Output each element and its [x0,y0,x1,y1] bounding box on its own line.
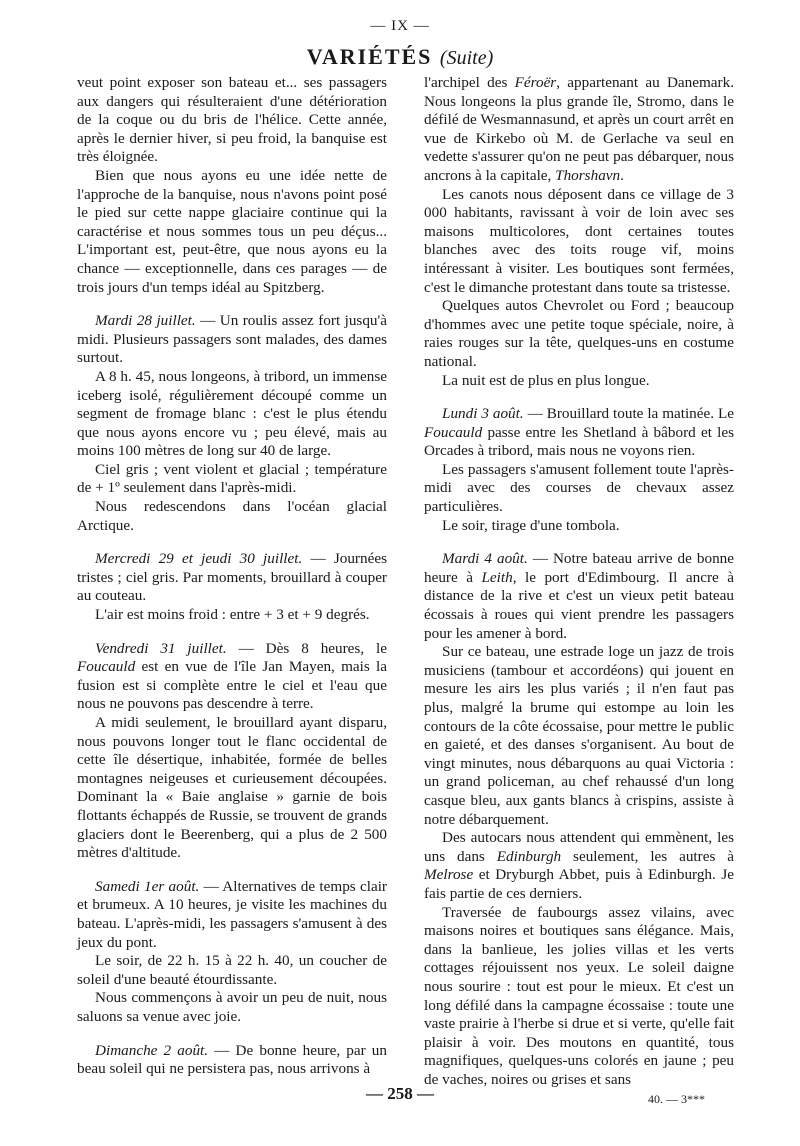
text: Sur ce bateau, une estrade loge un jazz de trois musiciens (tambour et accordéons) qui jouent en mesure les airs les plus variés ; il n'en faut pas plus, malgré la brume qui estompe au loin les contours de la côte écossaise, pour mettre le public en gaieté, et des danses s'organisent. Au bout de vingt minutes, nous débarquons au quai Victoria : un grand policeman, au chef rehaussé d'un long casque bleu, aux gants blancs à crispins, assiste à notre débarquement. [424,643,734,828]
paragraph [77,550,387,606]
paragraph [77,461,387,498]
paragraph [424,904,734,1090]
page-header [0,44,800,70]
page-footer-number: — 258 — [366,1084,434,1103]
page-number: — IX — [370,18,430,34]
text: A 8 h. 45, nous longeons, à tribord, un immense iceberg isolé, régulièrement découpé comme un segment de fromage blanc : c'est le plus étendu que nous ayons encore vu ; peu élevé, mais au moins 100 mètres de long sur 40 de large. [77,367,387,460]
entry-date: Samedi 1er août. [95,877,200,895]
paragraph [424,297,734,371]
paragraph [77,952,387,989]
paragraph [424,517,734,536]
text: seulement, les autres à [561,847,735,865]
text: . [620,166,624,184]
text: — Notre bateau arrive de bonne heure à [424,550,734,586]
italic-term: Foucauld [77,658,136,676]
paragraph [424,643,734,829]
paragraph [77,312,387,368]
text: et Dryburgh Abbet, puis à Edinburgh. Je fais partie de ces derniers. [424,866,734,902]
paragraph [77,1042,387,1079]
text: La nuit est de plus en plus longue. [442,371,650,389]
italic-term: Foucauld [424,423,483,441]
paragraph [77,640,387,714]
paragraph [77,714,387,863]
text: Le soir, de 22 h. 15 à 22 h. 40, un coucher de soleil d'une beauté étourdissante. [77,952,387,988]
signature-mark: 40. — 3*** [648,1092,705,1106]
text: — Brouillard toute la matinée. Le [523,405,734,423]
entry-date: Mardi 4 août. [442,550,528,568]
text: L'air est moins froid : entre + 3 et + 9 degrés. [95,606,370,624]
text: Nous redescendons dans l'océan glacial Arctique. [77,498,387,534]
right-column [424,74,734,1089]
italic-term: Leith [481,568,513,586]
entry-date: Dimanche 2 août. [95,1041,209,1059]
left-column [77,74,387,1079]
text: — Dès 8 heures, le [226,639,387,657]
paragraph [424,74,734,186]
text: Les canots nous déposent dans ce village de 3 000 habitants, ravissant à voir de loin avec ses maisons multicolores, dont certaines toutes blanches avec des toits rouge vif, moins intéressant à visiter. Les boutiques sont fermées, c'est le dimanche protestant dans toute sa tristesse. [424,185,734,296]
text: est en vue de l'île Jan Mayen, mais la fusion est si complète entre le ciel et l'eau que nous ne pouvons pas descendre à terre. [77,658,387,713]
text: — Journées tristes ; ciel gris. Par moments, brouillard à couper au couteau. [77,550,387,605]
entry-date: Lundi 3 août. [442,405,524,423]
text: , le port d'Edimbourg. Il ancre à distance de la rive et c'est un vieux petit bateau écossais à roues qui vient prendre les passagers pour les amener à bord. [424,568,734,642]
entry-date: Vendredi 31 juillet. [95,639,227,657]
paragraph [424,461,734,517]
entry-date: Mardi 28 juillet. [95,312,196,330]
paragraph [77,167,387,297]
text: Les passagers s'amusent follement toute l'après-midi avec des courses de chevaux assez particulières. [424,460,734,516]
paragraph [77,74,387,167]
text: Quelques autos Chevrolet ou Ford ; beaucoup d'hommes avec une petite toque spéciale, noire, à raies rouges sur la tête, quelques-uns en costume national. [424,297,734,370]
text: passe entre les Shetland à bâbord et les Orcades à tribord, mais nous ne voyons rien. [424,423,734,460]
paragraph [77,989,387,1026]
paragraph [424,829,734,903]
paragraph [424,186,734,298]
paragraph [424,405,734,461]
text: — De bonne heure, par un beau soleil qui ne persistera pas, nous arrivons à [77,1041,387,1078]
text: l'archipel des [424,74,515,91]
text: Traversée de faubourgs assez vilains, avec maisons noires et boutiques sans élégance. Mais, dans la banlieue, les jolies villas et les verts cottages réjouissent nos yeux. Le soleil daigne nous sourire : tout est pour le mieux. Et c'est un long défilé dans la campagne écossaise : toute une vaste prairie à l'herbe si drue et si verte, qu'elle fait plaisir à voir. Des moutons en quantité, tous magnifiques, quelques-uns colorés en jaune ; peu de vaches, noires ou grises et sans [424,903,734,1088]
paragraph [424,550,734,643]
italic-term: Féroër [514,74,557,91]
text: veut point exposer son bateau et... ses passagers aux dangers qui résulteraient d'une détérioration de la coque ou du bris de l'hélice. Cette année, après le dernier hiver, si peu froid, la banquise est très éloignée. [77,74,387,166]
text: Des autocars nous attendent qui emmènent, les uns dans [424,829,734,865]
paragraph [424,372,734,391]
italic-term: Edinburgh [496,847,562,865]
text: Ciel gris ; vent violent et glacial ; température de + 1º seulement dans l'après-midi. [77,460,387,497]
header-suite: (Suite) [439,47,494,69]
italic-term: Thorshavn [555,166,621,184]
italic-term: Melrose [424,866,474,884]
paragraph [77,498,387,535]
text: Nous commençons à avoir un peu de nuit, nous saluons sa venue avec joie. [77,989,387,1025]
text: — Alternatives de temps clair et brumeux. A 10 heures, je visite les machines du bateau. L'après-midi, les passagers s'amusent à des jeux du pont. [77,877,387,951]
text: — Un roulis assez fort jusqu'à midi. Plusieurs passagers sont malades, des dames surtout. [77,312,387,367]
paragraph [77,368,387,461]
text: Bien que nous ayons eu une idée nette de l'approche de la banquise, nous n'avons point posé le pied sur cette nappe glaciaire continue qui la caractérise et nous sommes tous un peu déçus... L'important est, peut-être, que nous ayons eu la chance — exceptionnelle, dans ces parages — de trois jours d'un temps idéal au Spitzberg. [77,166,387,296]
paragraph [77,878,387,952]
header-title: VARIÉTÉS [306,44,433,69]
text: , appartenant au Danemark. Nous longeons la plus grande île, Stromo, dans le défilé de Wesmannasund, et après un court arrêt en vue de Kirkebo où M. de Gerlache va seul en vedette s'assurer qu'on ne peut pas débarquer, nous ancrons à la capitale, [424,74,734,184]
text: Le soir, tirage d'une tombola. [442,516,620,534]
entry-date: Mercredi 29 et jeudi 30 juillet. [95,550,303,568]
paragraph [77,606,387,625]
text: A midi seulement, le brouillard ayant disparu, nous pouvons longer tout le flanc occidental de cette île désertique, inhabitée, formée de belles montagnes neigeuses et curieusement découpées. Dominant la « Baie anglaise » garnie de bois flottants échappés de Russie, se trouvent de grands glaciers dont le Beerenberg, qui a plus de 2 500 mètres d'altitude. [77,714,387,862]
